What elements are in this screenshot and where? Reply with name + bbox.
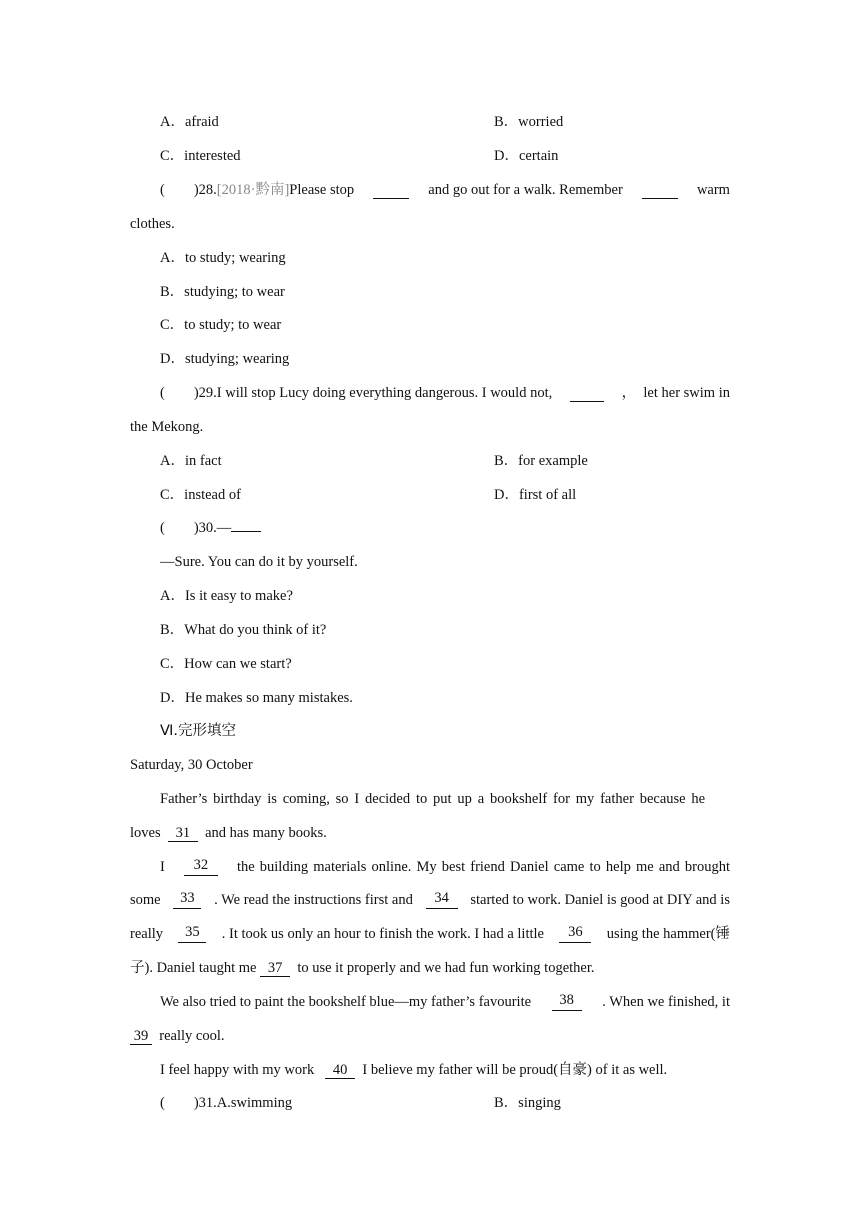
passage-p2-text-b: the building materials online. My best friend Daniel came to help me and brought [236,859,730,875]
q30-blank [231,531,261,532]
blank-32: 32 [184,858,218,876]
q27-option-b: B．worried [494,114,564,130]
passage-p2-text-i: 子). Daniel taught me [130,960,257,976]
q27-option-d: D．certain [494,148,559,164]
blank-37: 37 [260,961,290,977]
q29-option-c: C．instead of [160,487,241,503]
passage-p1-text-a: Father’s birthday is coming, so I decided to put up a bookshelf for my father because he [160,791,706,807]
passage-p2-text-g: . It took us only an hour to finish the work. I had a little [221,926,544,942]
passage-p1-text-c: and has many books. [205,825,327,841]
section-title: Ⅵ.完形填空 [160,723,236,739]
q27-option-a: A．afraid [160,114,219,130]
passage-p3-text-b: . When we finished, it [602,994,730,1010]
passage-p3-line1 [160,993,730,1011]
passage-p2-text-f: really [130,926,164,942]
passage-p2-text-d: . We read the instructions first and [214,892,413,908]
q30-text-1: ( )30.— [160,520,232,536]
passage-p2-text-h: using the hammer(锤 [606,926,730,942]
blank-35: 35 [178,925,206,943]
passage-p2-text-j: to use it properly and we had fun working together. [297,960,595,976]
q28-number: ( )28. [160,182,217,198]
q29-text-2: ， let her swim in [621,385,730,401]
passage-p2-line2 [130,891,730,909]
passage-p3-text-a: We also tried to paint the bookshelf blue—my father’s favourite [160,994,532,1010]
passage-p4-text-a: I feel happy with my work [160,1062,315,1078]
blank-31: 31 [168,826,198,842]
passage-p2-text-c: some [130,892,161,908]
q31-option-b: B．singing [494,1095,561,1111]
passage-p2-text-e: started to work. Daniel is good at DIY and is [470,892,730,908]
passage-p2-text-a: I [160,859,165,875]
passage-p1-line1 [160,790,730,808]
q27-option-c: C．interested [160,148,241,164]
q28-option-d: D．studying; wearing [160,351,290,367]
q28-text-3: warm [696,182,730,198]
passage-p1-text-b: loves [130,825,161,841]
q31-option-a: ( )31.A.swimming [160,1095,293,1111]
blank-38: 38 [552,993,582,1011]
passage-p2-line4 [130,959,595,977]
q29-blank [570,384,604,402]
q28-option-a: A．to study; wearing [160,250,286,266]
passage-p2-line1 [160,858,730,876]
q30-option-b: B．What do you think of it? [160,622,327,638]
q28-text-1: Please stop [289,182,355,198]
blank-39: 39 [130,1029,152,1045]
q29-text-1: ( )29.I will stop Lucy doing everything dangerous. I would not, [160,385,553,401]
blank-40: 40 [325,1063,355,1079]
blank-36: 36 [559,925,591,943]
q30-option-c: C．How can we start? [160,656,292,672]
q28-blank-2 [642,181,678,199]
q30-stem [160,519,261,537]
blank-34: 34 [426,891,458,909]
passage-p2-line3 [130,925,730,943]
passage-p3-text-c: really cool. [159,1028,225,1044]
q30-reply: —Sure. You can do it by yourself. [160,554,358,570]
q28-stem-line1 [160,181,730,199]
q29-stem-line2: the Mekong. [130,419,204,435]
q29-option-a: A．in fact [160,453,222,469]
q28-stem-line2: clothes. [130,216,175,232]
passage-p4-line1 [160,1061,667,1079]
q28-option-b: B．studying; to wear [160,284,285,300]
q29-stem-line1 [160,384,730,402]
q30-option-d: D．He makes so many mistakes. [160,690,353,706]
blank-33: 33 [173,891,201,909]
q29-option-b: B．for example [494,453,588,469]
passage-date: Saturday, 30 October [130,757,253,773]
q28-text-2: and go out for a walk. Remember [428,182,623,198]
q28-option-c: C．to study; to wear [160,317,282,333]
passage-p4-text-b: I believe my father will be proud(自豪) of it as well. [362,1062,668,1078]
q30-option-a: A．Is it easy to make? [160,588,293,604]
q28-source: [2018·黔南] [216,182,290,198]
passage-p1-line2 [130,824,327,842]
q29-option-d: D．first of all [494,487,577,503]
passage-p3-line2 [130,1027,224,1045]
q28-blank-1 [373,181,409,199]
